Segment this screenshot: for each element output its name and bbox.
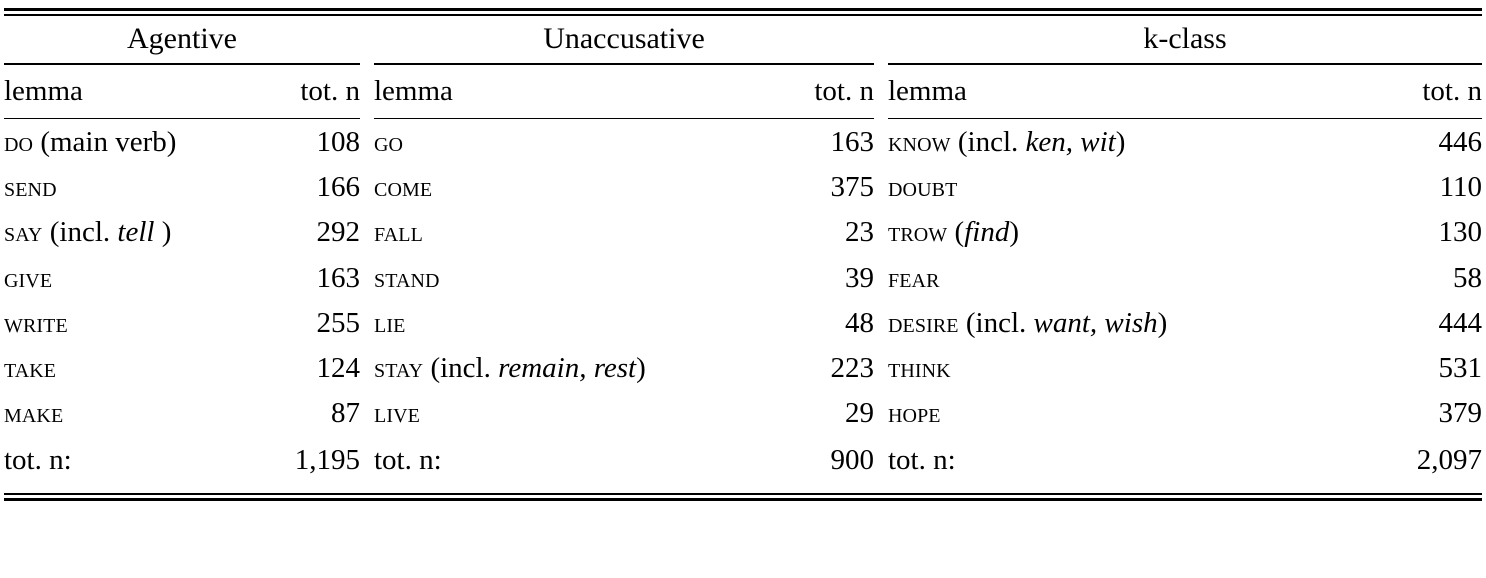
lemma-cell [374, 119, 754, 165]
count-cell: 163 [830, 125, 874, 158]
column-gap [360, 165, 374, 210]
column-gap [874, 119, 888, 165]
lemma-extra: (incl. [958, 306, 1034, 339]
total-value-k-class: 2,097 [1416, 443, 1482, 476]
count-cell: 58 [1453, 261, 1482, 294]
lemma-smallcaps: write [4, 306, 68, 339]
group-title-k-class: k-class [888, 16, 1482, 64]
column-gap [360, 210, 374, 255]
lemma-smallcaps: doubt [888, 171, 958, 204]
count-cell: 255 [316, 306, 360, 339]
table-total-row [4, 436, 1482, 483]
lemma-smallcaps: make [4, 397, 64, 430]
lemma-smallcaps: give [4, 261, 53, 294]
lemma-cell [374, 345, 754, 390]
column-gap-1b [360, 64, 374, 119]
lemma-italic: tell [117, 216, 155, 249]
lemma-cell [4, 165, 240, 210]
lemma-italic: want, wish [1033, 306, 1158, 339]
column-gap [874, 391, 888, 436]
lemma-italic: remain, rest [498, 351, 637, 384]
count-cell: 23 [845, 216, 874, 249]
count-cell: 375 [830, 171, 874, 204]
lemma-smallcaps: fear [888, 261, 940, 294]
lemma-cell [888, 345, 1352, 390]
table-row [4, 165, 1482, 210]
table-row [4, 345, 1482, 390]
lemma-extra: (main verb) [33, 125, 177, 158]
lemma-cell [4, 255, 240, 300]
lemma-smallcaps: send [4, 171, 57, 204]
header-total-unaccusative: tot. n [754, 64, 874, 119]
column-gap [874, 436, 888, 483]
lemma-smallcaps: do [4, 125, 34, 158]
lemma-smallcaps: hope [888, 397, 941, 430]
column-gap-1 [360, 16, 374, 64]
count-cell: 223 [830, 351, 874, 384]
column-gap [874, 255, 888, 300]
lemma-smallcaps: go [374, 125, 404, 158]
lemma-cell [374, 165, 754, 210]
lemma-cell [4, 391, 240, 436]
lemma-smallcaps: lie [374, 306, 406, 339]
count-cell: 531 [1438, 351, 1482, 384]
lemma-cell [374, 255, 754, 300]
lemma-tail: ) [1157, 306, 1168, 339]
table-row [4, 255, 1482, 300]
count-cell: 87 [331, 397, 360, 430]
column-gap [874, 345, 888, 390]
top-outer-rule [4, 8, 1482, 11]
count-cell: 124 [316, 351, 360, 384]
lemma-cell [888, 255, 1352, 300]
lemma-tail: ) [1009, 216, 1019, 249]
group-title-row [4, 16, 1482, 64]
lemma-extra: (incl. [423, 351, 499, 384]
lemma-cell [888, 300, 1352, 345]
column-gap [874, 300, 888, 345]
header-lemma-unaccusative: lemma [374, 64, 754, 119]
lemma-smallcaps: live [374, 397, 420, 430]
lemma-smallcaps: think [888, 351, 951, 384]
header-total-k-class: tot. n [1352, 64, 1482, 119]
count-cell: 39 [845, 261, 874, 294]
lemma-smallcaps: know [888, 125, 951, 158]
header-lemma-agentive: lemma [4, 64, 240, 119]
total-label-k-class: tot. n: [888, 443, 956, 476]
lemma-cell [374, 300, 754, 345]
total-value-unaccusative: 900 [830, 443, 874, 476]
lemma-smallcaps: come [374, 171, 433, 204]
lemma-tail: ) [154, 216, 172, 249]
count-cell: 379 [1438, 397, 1482, 430]
total-label-agentive: tot. n: [4, 443, 72, 476]
column-gap-2 [874, 16, 888, 64]
count-cell: 166 [316, 171, 360, 204]
lemma-smallcaps: stay [374, 351, 424, 384]
group-title-unaccusative: Unaccusative [374, 16, 874, 64]
column-gap [360, 119, 374, 165]
lemma-smallcaps: trow [888, 216, 948, 249]
lemma-extra: ( [947, 216, 965, 249]
column-gap [360, 300, 374, 345]
count-cell: 130 [1438, 216, 1482, 249]
lemma-italic: find [964, 216, 1010, 249]
column-gap [360, 391, 374, 436]
table-row [4, 210, 1482, 255]
verb-class-frequency-table [4, 16, 1482, 483]
total-value-agentive: 1,195 [294, 443, 360, 476]
lemma-smallcaps: desire [888, 306, 959, 339]
lemma-cell [374, 210, 754, 255]
lemma-cell [4, 119, 240, 165]
column-gap [874, 210, 888, 255]
lemma-smallcaps: take [4, 351, 57, 384]
count-cell: 292 [316, 216, 360, 249]
lemma-smallcaps: say [4, 216, 43, 249]
column-gap [874, 165, 888, 210]
lemma-smallcaps: stand [374, 261, 440, 294]
count-cell: 110 [1439, 171, 1482, 204]
column-gap-2b [874, 64, 888, 119]
count-cell: 444 [1438, 306, 1482, 339]
column-gap [360, 436, 374, 483]
bottom-inner-rule [4, 493, 1482, 495]
lemma-cell [888, 210, 1352, 255]
column-header-row [4, 64, 1482, 119]
count-cell: 446 [1438, 125, 1482, 158]
total-label-unaccusative: tot. n: [374, 443, 442, 476]
count-cell: 108 [316, 125, 360, 158]
table-row [4, 300, 1482, 345]
lemma-extra: (incl. [42, 216, 118, 249]
group-title-agentive: Agentive [4, 16, 360, 64]
table-row [4, 119, 1482, 165]
lemma-cell [888, 119, 1352, 165]
lemma-cell [4, 210, 240, 255]
lemma-cell [4, 345, 240, 390]
column-gap [360, 345, 374, 390]
lemma-cell [888, 165, 1352, 210]
lemma-tail: ) [1115, 125, 1126, 158]
lemma-smallcaps: fall [374, 216, 423, 249]
table-row [4, 391, 1482, 436]
header-lemma-k-class: lemma [888, 64, 1352, 119]
bottom-outer-rule [4, 498, 1482, 501]
count-cell: 163 [316, 261, 360, 294]
header-total-agentive: tot. n [240, 64, 360, 119]
lemma-cell [888, 391, 1352, 436]
lemma-extra: (incl. [950, 125, 1026, 158]
count-cell: 48 [845, 306, 874, 339]
lemma-italic: ken, wit [1025, 125, 1116, 158]
lemma-cell [4, 300, 240, 345]
lemma-tail: ) [636, 351, 646, 384]
lemma-cell [374, 391, 754, 436]
column-gap [360, 255, 374, 300]
count-cell: 29 [845, 397, 874, 430]
